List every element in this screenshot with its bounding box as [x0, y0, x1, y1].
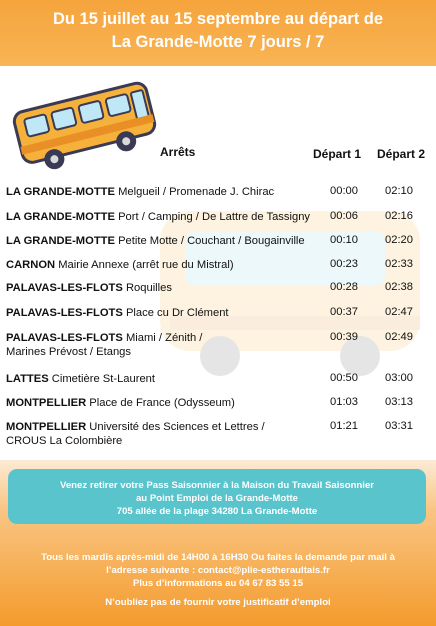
stop-place-continued: Marines Prévost / Etangs — [6, 346, 131, 358]
departure-1-time: 00:06 — [330, 210, 358, 222]
departure-1-time: 00:50 — [330, 372, 358, 384]
stop-name — [6, 396, 324, 410]
header-banner — [0, 0, 436, 66]
stop-place: Place cu Dr Clément — [125, 307, 229, 319]
stop-name — [6, 258, 324, 272]
stop-city: MONTPELLIER — [6, 421, 87, 433]
stop-city: PALAVAS-LES-FLOTS — [6, 282, 123, 294]
stop-city: LA GRANDE-MOTTE — [6, 235, 115, 247]
stop-place: Melgueil / Promenade J. Chirac — [118, 186, 275, 198]
departure-2-time: 03:13 — [385, 396, 413, 408]
stop-place: Cimetière St-Laurent — [51, 373, 156, 385]
info-box — [8, 469, 426, 524]
header-line-2: La Grande-Motte 7 jours / 7 — [111, 33, 325, 51]
stop-city: LA GRANDE-MOTTE — [6, 211, 115, 223]
stop-name — [6, 210, 324, 224]
stop-city: PALAVAS-LES-FLOTS — [6, 332, 123, 344]
stop-place: Petite Motte / Couchant / Bougainville — [118, 235, 305, 247]
stop-city: MONTPELLIER — [6, 397, 87, 409]
stop-name — [6, 281, 324, 295]
footer-line-1: Tous les mardis après-midi de 14H00 à 16H30 Ou faites la demande par mail à — [41, 552, 395, 563]
departure-2-time: 03:00 — [385, 372, 413, 384]
departure-1-time: 00:39 — [330, 331, 358, 343]
stop-place: Port / Camping / De Lattre de Tassigny — [118, 211, 311, 223]
info-line-2: au Point Emploi de la Grande-Motte — [135, 493, 299, 504]
departure-1-time: 00:37 — [330, 306, 358, 318]
departure-2-time: 02:20 — [385, 234, 413, 246]
departure-2-time: 02:49 — [385, 331, 413, 343]
footer-line-2: l’adresse suivante : contact@plie-estheraultais.fr — [106, 565, 330, 576]
stop-place-continued: CROUS La Colombière — [6, 435, 123, 447]
stop-name — [6, 331, 324, 359]
departure-1-time: 00:00 — [330, 185, 358, 197]
stop-place: Place de France (Odysseum) — [89, 397, 235, 409]
bus-icon — [9, 75, 159, 171]
stop-place: Mairie Annexe (arrêt rue du Mistral) — [58, 259, 234, 271]
stop-city: LATTES — [6, 373, 49, 385]
departure-2-time: 02:16 — [385, 210, 413, 222]
departure-1-time: 00:23 — [330, 258, 358, 270]
stop-city: LA GRANDE-MOTTE — [6, 186, 115, 198]
footer-line-3: Plus d’informations au 04 67 83 55 15 — [132, 578, 304, 589]
departure-2-time: 02:47 — [385, 306, 413, 318]
stop-name — [6, 306, 324, 320]
stop-city: CARNON — [6, 259, 56, 271]
stop-name — [6, 185, 324, 199]
departure-2-time: 02:10 — [385, 185, 413, 197]
stop-place: Roquilles — [125, 282, 172, 294]
stop-name — [6, 234, 324, 248]
departure-1-time: 01:03 — [330, 396, 358, 408]
header-line-1: Du 15 juillet au 15 septembre au départ de — [52, 10, 384, 28]
stop-name — [6, 372, 324, 386]
stop-name — [6, 420, 324, 448]
column-header-departure-2: Départ 2 — [377, 147, 426, 161]
departure-2-time: 02:33 — [385, 258, 413, 270]
column-header-departure-1: Départ 1 — [313, 147, 362, 161]
column-header-stops: Arrêts — [160, 145, 196, 159]
schedule-section — [0, 66, 436, 460]
departure-1-time: 00:28 — [330, 281, 358, 293]
stop-place: Université des Sciences et Lettres / — [89, 421, 265, 433]
stop-place: Miami / Zénith / — [125, 332, 203, 344]
info-line-1: Venez retirer votre Pass Saisonnier à la Maison du Travail Saisonnier — [59, 480, 375, 491]
info-line-3: 705 allée de la plage 34280 La Grande-Motte — [116, 506, 318, 517]
departure-2-time: 02:38 — [385, 281, 413, 293]
departure-2-time: 03:31 — [385, 420, 413, 432]
footer-line-4: N’oubliez pas de fournir votre justificatif d’emploi — [105, 597, 331, 608]
stop-city: PALAVAS-LES-FLOTS — [6, 307, 123, 319]
departure-1-time: 01:21 — [330, 420, 358, 432]
departure-1-time: 00:10 — [330, 234, 358, 246]
